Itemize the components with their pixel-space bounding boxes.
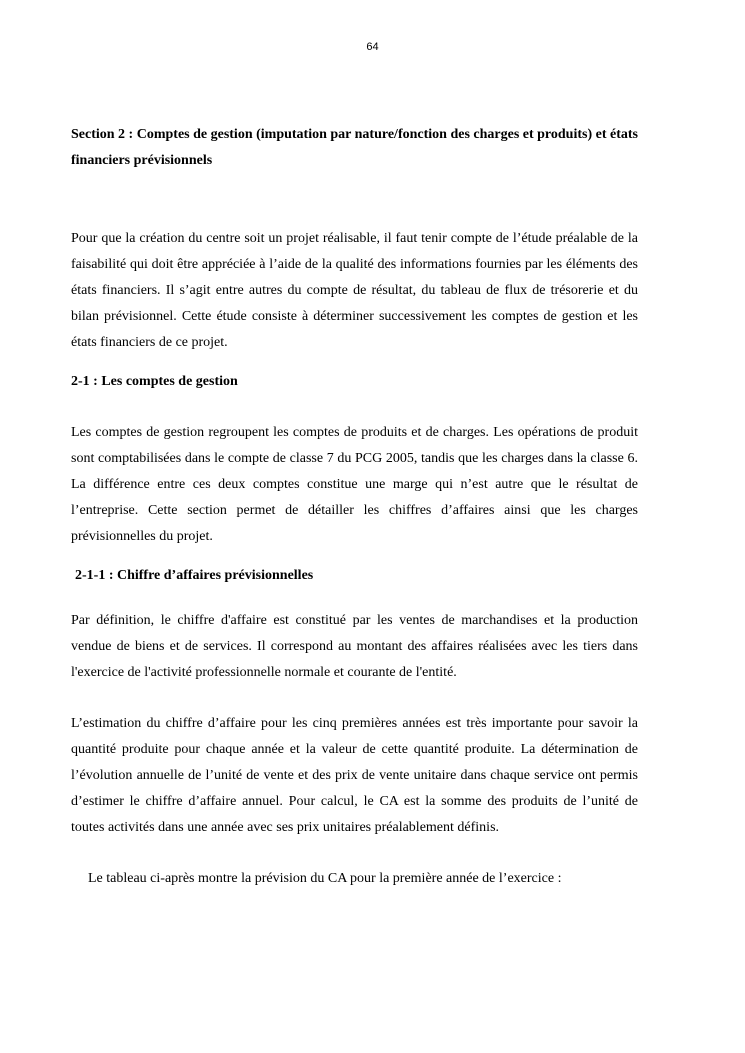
subsection-heading-2-1-1: 2-1-1 : Chiffre d’affaires prévisionnelles [75, 568, 314, 583]
page-content [71, 122, 638, 892]
subsection-heading-2-1: 2-1 : Les comptes de gestion [71, 374, 238, 389]
chiffre-affaire-definition-paragraph: Par définition, le chiffre d'affaire est constitué par les ventes de marchandises et la production vendue de biens et de services. Il correspond au montant des affaires réalisées avec les tiers dans l'exercice de l'activité professionnelle normale et courante de l'entité. [71, 613, 638, 680]
table-intro-sentence: Le tableau ci-après montre la prévision du CA pour la première année de l’exercice : [88, 871, 562, 886]
comptes-gestion-paragraph: Les comptes de gestion regroupent les comptes de produits et de charges. Les opérations de produit sont comptabilisées dans le compte de classe 7 du PCG 2005, tandis que les charges dans la classe 6. La différence entre ces deux comptes constitue une marge qui n’est autre que le résultat de l’entreprise. Cette section permet de détailler les chiffres d’affaires ainsi que les charges prévisionnelles du projet. [71, 425, 638, 544]
section-title: Section 2 : Comptes de gestion (imputation par nature/fonction des charges et produits) et états financiers prévisionnels [71, 127, 638, 168]
intro-paragraph: Pour que la création du centre soit un projet réalisable, il faut tenir compte de l’étude préalable de la faisabilité qui doit être appréciée à l’aide de la qualité des informations fournies par les éléments des états financiers. Il s’agit entre autres du compte de résultat, du tableau de flux de trésorerie et du bilan prévisionnel. Cette étude consiste à déterminer successivement les comptes de gestion et les états financiers de ce projet. [71, 231, 638, 350]
chiffre-affaire-estimation-paragraph: L’estimation du chiffre d’affaire pour les cinq premières années est très importante pour savoir la quantité produite pour chaque année et la valeur de cette quantité produite. La détermination de l’évolution annuelle de l’unité de vente et des prix de vente unitaire dans chaque service ont permis d’estimer le chiffre d’affaire annuel. Pour calcul, le CA est la somme des produits de l’unité de toutes activités dans une année avec ses prix unitaires préalablement définis. [71, 716, 638, 835]
page-number: 64 [366, 41, 379, 53]
